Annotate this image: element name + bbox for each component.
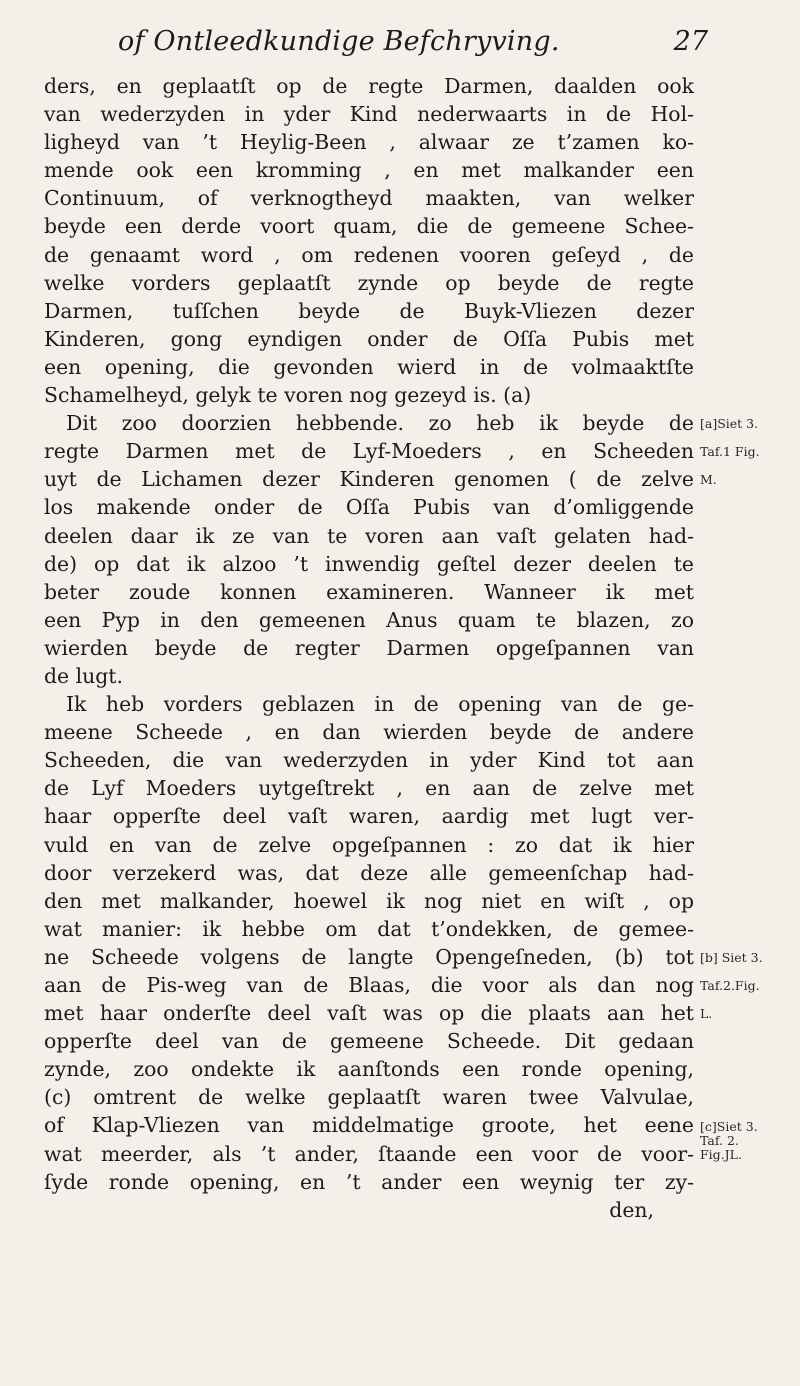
text-line: den, xyxy=(609,1197,654,1222)
text-line: Scheeden, die van wederzyden in yder Kind tot aan xyxy=(44,748,694,773)
text-line: opperſte deel van de gemeene Scheede. Dit gedaan xyxy=(44,1029,694,1054)
text-line: ders, en geplaatſt op de regte Darmen, daalden ook xyxy=(44,74,694,98)
text-line: van wederzyden in yder Kind nederwaarts in de Hol- xyxy=(44,102,694,127)
text-line: deelen daar ik ze van te voren aan vaſt gelaten had- xyxy=(44,523,694,548)
margin-note: [c]Siet 3. xyxy=(700,1118,758,1134)
text-line: den met malkander, hoewel ik nog niet en wiſt , op xyxy=(44,888,694,913)
text-line: de) op dat ik alzoo ’t inwendig geſtel dezer deelen te xyxy=(44,551,694,576)
text-line: ſyde ronde opening, en ’t ander een weynig ter zy- xyxy=(44,1169,694,1194)
text-line: de Lyf Moeders uytgeſtrekt , en aan de zelve met xyxy=(44,776,694,801)
margin-note: Fig.JL. xyxy=(700,1146,742,1162)
text-line: los makende onder de Oſſa Pubis van d’omliggende xyxy=(44,495,694,520)
text-line: de genaamt word , om redenen vooren geſeyd , de xyxy=(44,242,694,267)
text-line: beter zoude konnen examineren. Wanneer ik met xyxy=(44,579,694,604)
margin-note: Taf. 2. xyxy=(700,1132,739,1148)
text-line: meene Scheede , en dan wierden beyde de andere xyxy=(44,720,694,745)
margin-note: M. xyxy=(700,472,717,488)
margin-note: [a]Siet 3. xyxy=(700,416,759,432)
margin-note: Taf.1 Fig. xyxy=(700,444,760,460)
text-line: aan de Pis-weg van de Blaas, die voor als dan nog xyxy=(44,973,694,997)
body-text xyxy=(44,72,694,1224)
margin-note: Taf.2.Fig. xyxy=(700,978,760,994)
text-line: ne Scheede volgens de langte Opengeſneden, (b) tot xyxy=(44,944,694,969)
text-line: zynde, zoo ondekte ik aanſtonds een ronde opening, xyxy=(44,1057,694,1082)
text-line: regte Darmen met de Lyf-Moeders , en Scheeden xyxy=(44,439,694,464)
text-line: Continuum, of verknogtheyd maakten, van welker xyxy=(44,186,694,211)
text-line: Dit zoo doorzien hebbende. zo heb ik beyde de xyxy=(66,411,694,436)
text-line: met haar onderſte deel vaſt was op die plaats aan het xyxy=(44,1001,694,1026)
text-line: welke vorders geplaatſt zynde op beyde de regte xyxy=(44,270,694,295)
text-line: de lugt. xyxy=(44,663,123,688)
page-header xyxy=(118,22,718,62)
text-line: Schamelheyd, gelyk te voren nog gezeyd is. (a) xyxy=(44,383,532,408)
text-line: uyt de Lichamen dezer Kinderen genomen ( de zelve xyxy=(44,467,694,492)
text-line: haar opperſte deel vaſt waren, aardig met lugt ver- xyxy=(44,804,694,829)
text-line: vuld en van de zelve opgeſpannen : zo dat ik hier xyxy=(44,832,694,857)
text-line: wat manier: ik hebbe om dat t’ondekken, de gemee- xyxy=(44,916,694,941)
text-line: Darmen, tuſſchen beyde de Buyk-Vliezen dezer xyxy=(44,298,694,323)
margin-note: L. xyxy=(700,1006,713,1022)
text-line: wat meerder, als ’t ander, ſtaande een voor de voor- xyxy=(44,1141,694,1166)
text-line: mende ook een kromming , en met malkander een xyxy=(44,158,694,183)
margin-note: [b] Siet 3. xyxy=(700,950,763,966)
text-line: Kinderen, gong eyndigen onder de Oſſa Pubis met xyxy=(44,326,694,351)
text-line: een Pyp in den gemeenen Anus quam te blazen, zo xyxy=(44,607,694,632)
text-line: door verzekerd was, dat deze alle gemeenſchap had- xyxy=(44,860,694,885)
text-line: wierden beyde de regter Darmen opgeſpannen van xyxy=(44,635,694,660)
text-line: ligheyd van ’t Heylig-Been , alwaar ze t’zamen ko- xyxy=(44,130,694,155)
text-line: beyde een derde voort quam, die de gemeene Schee- xyxy=(44,214,694,239)
text-line: Ik heb vorders geblazen in de opening van de ge- xyxy=(66,692,694,717)
text-line: een opening, die gevonden wierd in de volmaaktſte xyxy=(44,354,694,379)
text-line: of Klap-Vliezen van middelmatige groote, het eene xyxy=(44,1113,694,1138)
page-number: 27 xyxy=(673,26,708,57)
text-line: (c) omtrent de welke geplaatſt waren twee Valvulae, xyxy=(44,1085,694,1110)
running-title: of Ontleedkundige Befchryving. xyxy=(118,26,560,57)
